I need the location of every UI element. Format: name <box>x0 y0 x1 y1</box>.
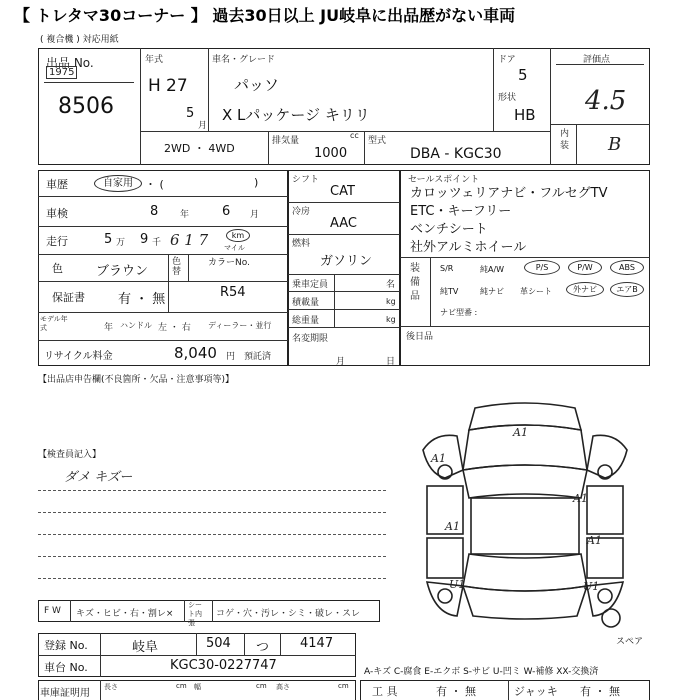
mileage-km: km <box>226 229 250 242</box>
history-rest: ・ ( <box>145 178 164 191</box>
lot-sub-number: 1975 <box>46 66 77 79</box>
capacity-unit: 名 <box>386 280 396 290</box>
details-block <box>38 170 288 366</box>
handle-value: 左 ・ 右 <box>158 323 191 333</box>
color-change-label: 色替 <box>172 257 182 277</box>
registration-label: 登録 No. <box>44 639 88 652</box>
load-unit: kg <box>386 297 396 306</box>
garage-width: 幅 <box>194 683 201 691</box>
reg-expiry-day: 日 <box>386 357 396 367</box>
registration-number: 4147 <box>300 636 334 651</box>
mark-left-door: A1 <box>445 520 460 533</box>
model-grade: X Lパッケージ キリリ <box>222 106 370 124</box>
year-label: 年式 <box>145 55 164 65</box>
warranty-label: 保証書 <box>52 291 85 304</box>
page-banner: 【 トレタマ30コーナー 】 過去30日以上 JU岐阜に出品歴がない車両 <box>14 6 516 25</box>
interior-grade: B <box>608 134 622 155</box>
grade-score: 4.5 <box>585 86 627 116</box>
lot-label: 出品 No. <box>46 56 94 70</box>
diagram-spare-tire <box>602 609 620 627</box>
inspector-handwriting: ダメ キズー <box>64 470 133 485</box>
mileage-man: 5 <box>104 232 113 247</box>
diagram-left-rear-wheel <box>438 589 452 603</box>
fuel-value: ガソリン <box>320 254 373 269</box>
diagram-left-rear-door <box>427 538 463 578</box>
equip-tv: 純TV <box>440 287 459 296</box>
shift-value: CAT <box>330 184 355 199</box>
registration-kana: つ <box>256 640 270 655</box>
inspection-label: 車検 <box>46 207 68 220</box>
displacement-label: 排気量 <box>272 136 300 146</box>
spare-label: スペア <box>616 637 644 647</box>
history-label: 車歴 <box>46 178 68 191</box>
jack-label: ジャッキ <box>514 685 558 698</box>
inspection-month: 6 <box>222 204 231 219</box>
form-caption: ( 複合機 ) 対応用紙 <box>40 35 119 45</box>
handle-label: ハンドル <box>120 321 152 330</box>
interior-label: 内装 <box>560 129 570 151</box>
after-date-label: 後日品 <box>406 332 434 342</box>
equip-abs: ABS <box>610 260 644 275</box>
mark-hood: A1 <box>513 426 528 439</box>
inspection-year-unit: 年 <box>180 210 190 220</box>
seat-label: シート内張 <box>188 601 202 627</box>
capacity-label: 乗車定員 <box>292 280 329 290</box>
model-code-label: 型式 <box>368 136 387 146</box>
equip-sunroof: S/R <box>440 264 454 273</box>
recycle-value: 8,040 <box>174 344 217 362</box>
equip-leather: 革シート <box>520 287 552 296</box>
equipment-label: 装備品 <box>410 263 420 302</box>
mark-left-fender: A1 <box>431 452 446 465</box>
seller-notes-label: 【出品店申告欄(不良箇所・欠品・注意事項等)】 <box>38 375 235 385</box>
reg-expiry-month: 月 <box>336 357 346 367</box>
weight-label: 総重量 <box>292 316 320 326</box>
ac-label: 冷房 <box>292 207 311 217</box>
mileage-handwritten: 6 1 7 <box>170 231 209 249</box>
mileage-sen-unit: 千 <box>152 238 162 248</box>
model-label: 車名・グレード <box>212 55 276 65</box>
car-damage-diagram <box>405 390 645 630</box>
load-label: 積載量 <box>292 298 320 308</box>
inspector-notes-label: 【検査員記入】 <box>38 450 102 460</box>
equip-ps: P/S <box>524 260 560 275</box>
equip-alloy: 純A/W <box>480 265 505 274</box>
history-close: ) <box>254 176 259 189</box>
grade-score-label: 評価点 <box>583 55 611 65</box>
fw-label: F W <box>44 606 61 616</box>
mark-right-quarter: U1 <box>583 580 600 593</box>
weight-unit: kg <box>386 315 396 324</box>
diagram-right-front-door <box>587 486 623 534</box>
history-value: 自家用 <box>94 175 142 192</box>
mileage-mile: マイル <box>224 244 245 252</box>
garage-height-unit: cm <box>338 682 349 690</box>
equip-navi: 純ナビ <box>480 287 504 296</box>
drive-type: 2WD ・ 4WD <box>164 142 235 155</box>
mark-right-door: A1 <box>587 534 602 547</box>
damage-legend: A-キズ C-腐食 E-エクボ S-サビ U-凹ミ W-補修 XX-交換済 <box>364 667 599 677</box>
mileage-sen: 9 <box>140 232 149 247</box>
chassis-label: 車台 No. <box>44 661 88 674</box>
sales-point-1: カロッツェリアナビ・フルセグTV <box>410 186 608 201</box>
diagram-right-front-wheel <box>598 465 612 479</box>
color-code: R54 <box>220 285 246 300</box>
equip-airbag: エアB <box>610 282 644 297</box>
inspection-year: 8 <box>150 204 159 219</box>
recycle-note: 預託済 <box>244 352 272 362</box>
model-year-label: モデル年式 <box>40 315 68 332</box>
recycle-unit: 円 <box>226 352 236 362</box>
equip-pw: P/W <box>568 260 602 275</box>
garage-width-unit: cm <box>256 682 267 690</box>
year-era: H <box>148 76 161 96</box>
year-value: 27 <box>166 76 188 96</box>
reg-expiry-label: 名変期限 <box>292 334 329 344</box>
tools-value: 有 ・ 無 <box>436 685 476 698</box>
fw-items: キズ・ヒビ・右・割レ× <box>76 609 174 619</box>
registration-class: 504 <box>206 636 231 651</box>
inspection-month-unit: 月 <box>250 210 260 220</box>
year-month-unit: 月 <box>198 121 208 131</box>
registration-place: 岐阜 <box>132 640 159 655</box>
chassis-value: KGC30-0227747 <box>170 658 277 673</box>
lot-number: 8506 <box>58 94 114 119</box>
shift-label: シフト <box>292 175 320 185</box>
color-code-label: カラーNo. <box>208 258 250 268</box>
ac-value: AAC <box>330 216 357 231</box>
diagram-right-rear-wheel <box>598 589 612 603</box>
shape-value: HB <box>514 106 536 124</box>
displacement-value: 1000 <box>314 146 348 161</box>
fuel-label: 燃料 <box>292 239 311 249</box>
diagram-rear-bumper <box>463 586 587 619</box>
sales-point-3: ベンチシート <box>410 222 488 237</box>
garage-length: 長さ <box>104 683 118 691</box>
warranty-value: 有 ・ 無 <box>118 292 166 307</box>
navi-model-label: ナビ型番 : <box>440 308 478 317</box>
model-code-value: DBA - KGC30 <box>410 146 502 162</box>
doors-label: ドア <box>498 55 516 65</box>
jack-value: 有 ・ 無 <box>580 685 620 698</box>
model-year-unit: 年 <box>104 323 114 333</box>
garage-length-unit: cm <box>176 682 187 690</box>
mileage-man-unit: 万 <box>116 238 126 248</box>
color-label: 色 <box>52 262 63 275</box>
mileage-label: 走行 <box>46 235 68 248</box>
sales-point-2: ETC・キーフリー <box>410 204 512 219</box>
color-value: ブラウン <box>96 264 149 279</box>
year-month: 5 <box>186 106 195 121</box>
sales-points-label: セールスポイント <box>408 175 480 185</box>
diagram-rear-window <box>463 554 587 591</box>
diagram-roof <box>471 498 579 554</box>
diagram-right-fender <box>587 435 627 478</box>
mark-left-quarter: U1 <box>449 578 466 591</box>
garage-label: 車庫証明用 <box>40 688 90 699</box>
doors-value: 5 <box>518 66 528 84</box>
sales-point-4: 社外アルミホイール <box>410 240 527 255</box>
diagram-windshield <box>463 465 587 498</box>
model-name: パッソ <box>234 76 280 94</box>
equip-aftermarket-navi: 外ナビ <box>566 282 604 297</box>
garage-height: 高さ <box>276 683 290 691</box>
recycle-label: リサイクル料金 <box>44 351 113 362</box>
dealer-value: ディーラー・並行 <box>208 321 272 330</box>
shape-label: 形状 <box>498 93 517 103</box>
seat-items: コゲ・穴・汚レ・シミ・破レ・スレ <box>216 609 361 619</box>
tools-label: 工 具 <box>372 685 398 698</box>
diagram-left-front-wheel <box>438 465 452 479</box>
displacement-unit: cc <box>350 131 359 140</box>
mark-roof-right: A1 <box>573 492 588 505</box>
